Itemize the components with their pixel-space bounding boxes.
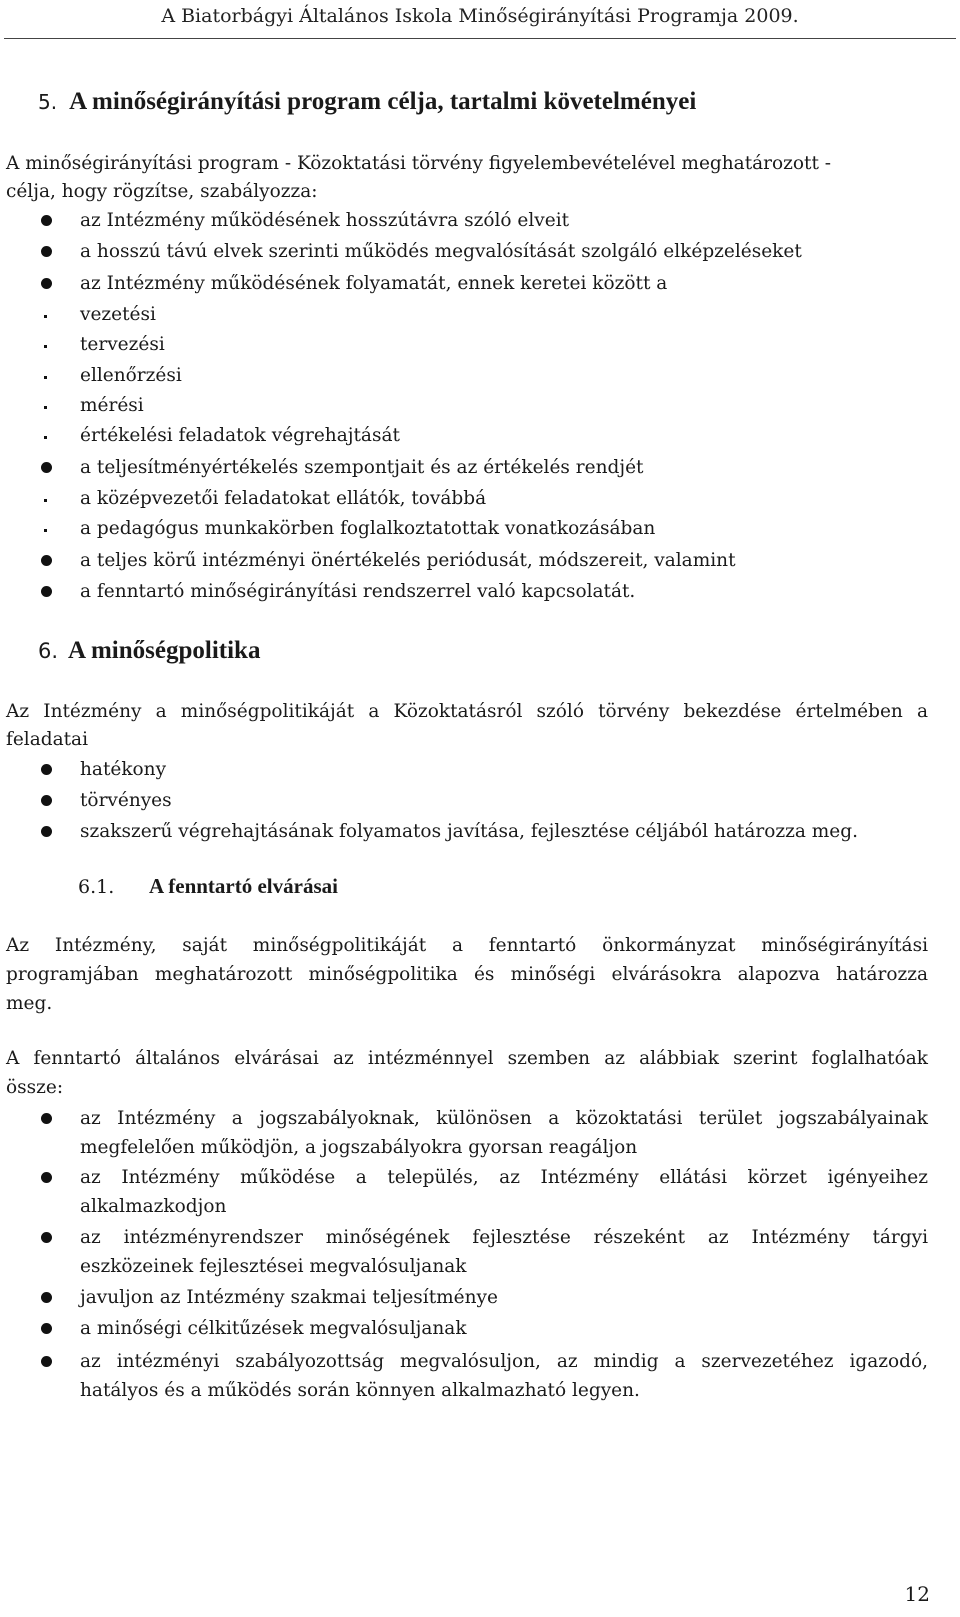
list-item-continuation: megfelelően működjön, a jogszabályokra gyorsan reagáljon [80,1137,638,1158]
list-item: a középvezetői feladatokat ellátók, továbbá [80,488,487,509]
section-6-para-line2: feladatai [6,729,88,750]
section-6-heading [38,637,260,665]
list-item: az Intézmény működésének folyamatát, ennek keretei között a [80,273,668,294]
bullet-icon [41,1292,52,1303]
section-5-intro-line2: célja, hogy rögzítse, szabályozza: [6,181,318,202]
list-item: ellenőrzési [80,365,182,386]
bullet-icon [41,1172,52,1183]
list-item-continuation: alkalmazkodjon [80,1196,227,1217]
page-number: 12 [904,1582,930,1606]
section-6-1-title: A fenntartó elvárásai [149,874,338,898]
running-header: A Biatorbágyi Általános Iskola Minőségirányítási Programja 2009. [161,5,799,27]
list-item: az Intézmény működése a település, az Intézmény ellátási körzet igényeihez [80,1167,928,1188]
section-6-1-para1-line2: programjában meghatározott minőségpolitika és minőségi elvárásokra alapozva határozza [6,964,928,985]
section-5-heading [38,88,696,116]
list-item: a teljes körű intézményi önértékelés periódusát, módszereit, valamint [80,550,736,571]
sub-bullet-icon [44,345,47,348]
sub-bullet-icon [44,406,47,409]
list-item: javuljon az Intézmény szakmai teljesítménye [80,1287,498,1308]
section-5-intro-line1: A minőségirányítási program - Közoktatási törvény figyelembevételével meghatározott - [6,153,832,174]
section-5-title: A minőségirányítási program célja, tartalmi követelményei [69,88,697,115]
section-6-1-para2-line1: A fenntartó általános elvárásai az intézménnyel szemben az alábbiak szerint foglalhatóak [6,1048,928,1069]
list-item: a teljesítményértékelés szempontjait és az értékelés rendjét [80,457,644,478]
section-6-1-number: 6.1. [78,876,115,898]
bullet-icon [41,462,52,473]
sub-bullet-icon [44,436,47,439]
bullet-icon [41,246,52,257]
list-item: hatékony [80,759,167,780]
list-item: vezetési [80,304,156,325]
bullet-icon [41,826,52,837]
bullet-icon [41,586,52,597]
header-rule [4,38,956,39]
bullet-icon [41,795,52,806]
list-item: az intézményrendszer minőségének fejlesztése részeként az Intézmény tárgyi [80,1227,928,1248]
list-item: a minőségi célkitűzések megvalósuljanak [80,1318,467,1339]
section-5-number: 5. [38,90,58,114]
list-item: a fenntartó minőségirányítási rendszerrel való kapcsolatát. [80,581,636,602]
section-6-title: A minőségpolitika [68,637,261,664]
sub-bullet-icon [44,499,47,502]
bullet-icon [41,215,52,226]
section-6-1-para2-line2: össze: [6,1077,64,1098]
list-item: értékelési feladatok végrehajtását [80,425,400,446]
bullet-icon [41,1356,52,1367]
list-item: szakszerű végrehajtásának folyamatos javítása, fejlesztése céljából határozza meg. [80,821,858,842]
section-6-1-para1-line3: meg. [6,993,53,1014]
bullet-icon [41,764,52,775]
bullet-icon [41,278,52,289]
list-item: mérési [80,395,144,416]
bullet-icon [41,555,52,566]
section-6-number: 6. [38,639,59,663]
sub-bullet-icon [44,529,47,532]
list-item: tervezési [80,334,165,355]
list-item-continuation: eszközeinek fejlesztései megvalósuljanak [80,1256,467,1277]
list-item: a hosszú távú elvek szerinti működés megvalósítását szolgáló elképzeléseket [80,241,802,262]
sub-bullet-icon [44,376,47,379]
bullet-icon [41,1113,52,1124]
bullet-icon [41,1232,52,1243]
list-item: az intézményi szabályozottság megvalósuljon, az mindig a szervezetéhez igazodó, [80,1351,928,1372]
list-item-continuation: hatályos és a működés során könnyen alkalmazható legyen. [80,1380,640,1401]
list-item: a pedagógus munkakörben foglalkoztatottak vonatkozásában [80,518,656,539]
section-6-1-para1-line1: Az Intézmény, saját minőségpolitikáját a fenntartó önkormányzat minőségirányítási [6,935,928,956]
section-6-para-line1: Az Intézmény a minőségpolitikáját a Közoktatásról szóló törvény bekezdése értelmében a [6,701,928,722]
sub-bullet-icon [44,315,47,318]
list-item: az Intézmény működésének hosszútávra szóló elveit [80,210,570,231]
list-item: törvényes [80,790,172,811]
list-item: az Intézmény a jogszabályoknak, különösen a közoktatási terület jogszabályainak [80,1108,928,1129]
bullet-icon [41,1323,52,1334]
